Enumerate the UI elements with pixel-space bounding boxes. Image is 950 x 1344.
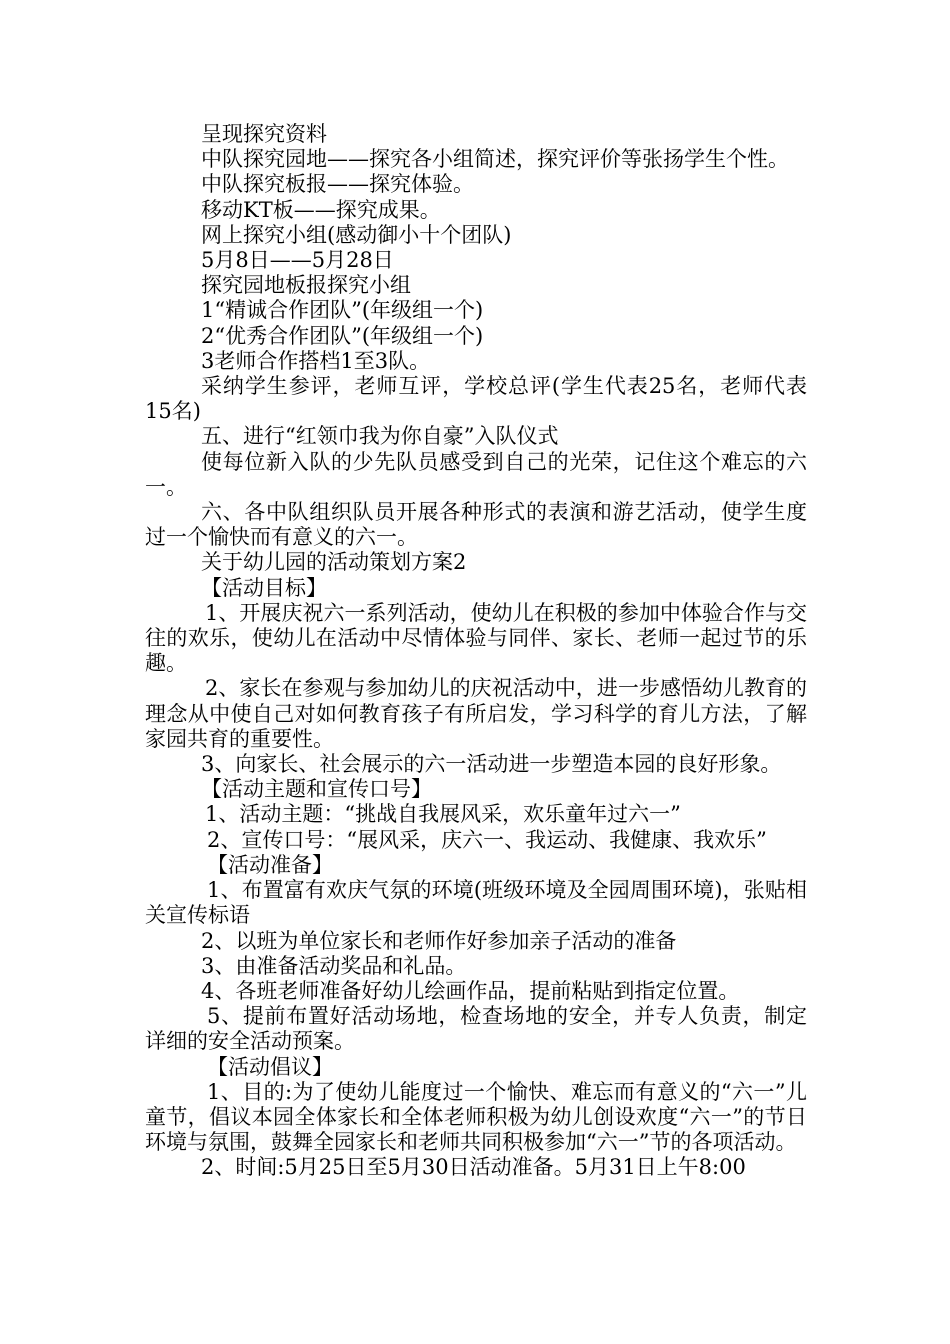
document-body (145, 122, 807, 1181)
heading-initiative: 【活动倡议】 (207, 1054, 333, 1079)
paragraph-6: 探究园地板报探究小组 (201, 273, 411, 298)
paragraph-12: 使每位新入队的少先队员感受到自己的光荣，记住这个难忘的六一。 (145, 449, 807, 499)
paragraph-25: 3、由准备活动奖品和礼品。 (201, 953, 467, 978)
section-title: 关于幼儿园的活动策划方案2 (201, 550, 467, 575)
paragraph-7: 1“精诚合作团队”(年级组一个) (201, 298, 484, 323)
paragraph-20: 1、活动主题：“挑战自我展风采，欢乐童年过六一” (205, 802, 681, 827)
paragraph-4: 网上探究小组(感动御小十个团队) (201, 222, 512, 247)
paragraph-29: 1、目的:为了使幼儿能度过一个愉快、难忘而有意义的“六一”儿童节，倡议本园全体家长和全体老师积极为幼儿创设欢度“六一”的节日环境与氛围，鼓舞全园家长和老师共同积极参加“六一”节的各项活动。 (145, 1079, 807, 1155)
paragraph-10: 采纳学生参评，老师互评，学校总评(学生代表25名，老师代表15名) (145, 374, 807, 424)
heading-preparation: 【活动准备】 (207, 852, 333, 877)
paragraph-17: 2、家长在参观与参加幼儿的庆祝活动中，进一步感悟幼儿教育的理念从中使自己对如何教育孩子有所启发，学习科学的育儿方法，了解家园共育的重要性。 (145, 676, 807, 751)
paragraph-1: 中队探究园地——探究各小组简述，探究评价等张扬学生个性。 (201, 147, 789, 172)
paragraph-30: 2、时间:5月25日至5月30日活动准备。5月31日上午8:00 (201, 1155, 746, 1180)
heading-theme-slogan: 【活动主题和宣传口号】 (201, 777, 432, 802)
paragraph-11: 五、进行“红领巾我为你自豪”入队仪式 (201, 424, 559, 449)
paragraph-18: 3、向家长、社会展示的六一活动进一步塑造本园的良好形象。 (201, 752, 782, 777)
paragraph-24: 2、以班为单位家长和老师作好参加亲子活动的准备 (201, 928, 677, 953)
paragraph-9: 3老师合作搭档1至3队。 (201, 348, 431, 373)
paragraph-26: 4、各班老师准备好幼儿绘画作品，提前粘贴到指定位置。 (201, 978, 740, 1003)
paragraph-16: 1、开展庆祝六一系列活动，使幼儿在积极的参加中体验合作与交往的欢乐，使幼儿在活动中尽情体验与同伴、家长、老师一起过节的乐趣。 (145, 600, 807, 676)
paragraph-2: 中队探究板报——探究体验。 (201, 172, 474, 197)
heading-activity-goals: 【活动目标】 (201, 575, 327, 600)
paragraph-27: 5、提前布置好活动场地，检查场地的安全，并专人负责，制定详细的安全活动预案。 (145, 1004, 807, 1054)
paragraph-5: 5月8日——5月28日 (201, 248, 394, 273)
paragraph-23: 1、布置富有欢庆气氛的环境(班级环境及全园周围环境)，张贴相关宣传标语 (145, 878, 807, 928)
paragraph-0: 呈现探究资料 (201, 122, 327, 146)
paragraph-13: 六、各中队组织队员开展各种形式的表演和游艺活动，使学生度过一个愉快而有意义的六一。 (145, 500, 807, 550)
paragraph-21: 2、宣传口号：“展风采，庆六一、我运动、我健康、我欢乐” (207, 827, 767, 852)
paragraph-8: 2“优秀合作团队”(年级组一个) (201, 323, 484, 348)
paragraph-3: 移动KT板——探究成果。 (201, 197, 441, 222)
